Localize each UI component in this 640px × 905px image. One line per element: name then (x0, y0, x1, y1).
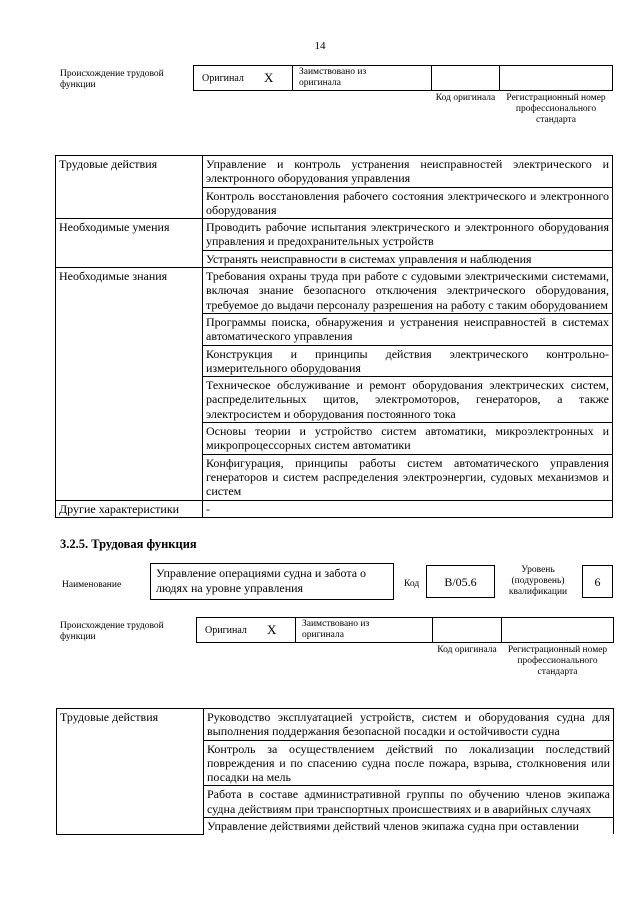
level-label: Уровень (подуровень) квалификации (508, 565, 568, 597)
knowledge-item: Основы теории и устройство систем автоматики, микроэлектронных и микропроцессорных систем автоматики (203, 423, 613, 455)
level-cell (582, 565, 613, 598)
page-number: 14 (314, 40, 326, 52)
action-item: Руководство эксплуатацией устройств, систем и оборудования судна для выполнения поддержания безопасной посадки и остойчивости судна (204, 709, 614, 741)
borrowed-label: Заимствовано из оригинала (299, 67, 367, 88)
action-item: Управление действиями действий членов экипажа судна при оставлении (204, 818, 614, 835)
name-cell (150, 563, 394, 600)
reg-number-cell (499, 65, 613, 91)
table-row (56, 268, 613, 314)
borrowed-cell (295, 617, 433, 643)
reg-number-caption: Регистрационный номер профессионального стандарта (507, 645, 608, 677)
other-label: Другие характеристики (56, 500, 203, 517)
labor-function-table-1 (55, 155, 613, 518)
reg-number-cell (501, 617, 614, 643)
reg-number-caption: Регистрационный номер профессионального стандарта (506, 93, 606, 125)
original-mark: X (264, 70, 274, 85)
origin-label: Происхождение трудовой функции (60, 69, 164, 90)
knowledge-item: Программы поиска, обнаружения и устранения неисправностей в системах автоматического управления (203, 313, 613, 345)
level-value: 6 (594, 575, 601, 589)
table-row (57, 709, 614, 741)
table-row (56, 219, 613, 251)
code-original-cell (432, 617, 502, 643)
actions-label: Трудовые действия (57, 709, 204, 835)
knowledge-label: Необходимые знания (56, 268, 203, 500)
knowledge-item: Требования охраны труда при работе с судовыми электрическими системами, включая знание безопасного отключения электрического оборудования, требуемое до выдачи персоналу разрешения на работу с таким оборудованием (203, 268, 613, 314)
actions-label: Трудовые действия (56, 156, 203, 219)
borrowed-label: Заимствовано из оригинала (302, 619, 370, 640)
code-original-cell (431, 65, 500, 91)
knowledge-item: Конфигурация, принципы работы систем автоматического управления генераторов и систем распределения электроэнергии, судовых механизмов и систем (203, 454, 613, 500)
action-item: Контроль за осуществлением действий по локализации последствий повреждения и по спасению судна после пожара, взрыва, столкновения или посадки на мель (204, 740, 614, 786)
table-row (56, 156, 613, 188)
action-item: Контроль восстановления рабочего состояния электрического и электронного оборудования (203, 187, 613, 219)
original-cell (193, 65, 293, 91)
name-value: Управление операциями судна и забота о людях на уровне управления (156, 566, 367, 595)
knowledge-item: Конструкция и принципы действия электрического контрольно-измерительного оборудования (203, 345, 613, 377)
code-original-caption: Код оригинала (435, 93, 496, 103)
skills-label: Необходимые умения (56, 219, 203, 268)
table-row (56, 500, 613, 517)
original-mark: X (267, 622, 277, 637)
action-item: Управление и контроль устранения неисправностей электрического и электронного оборудования управления (203, 156, 613, 188)
name-label: Наименование (62, 580, 122, 590)
other-value: - (203, 500, 613, 517)
skill-item: Проводить рабочие испытания электрического и электронного оборудования управления и предохранительных устройств (203, 219, 613, 251)
code-label: Код (404, 579, 420, 589)
skill-item: Устранять неисправности в системах управления и наблюдения (203, 250, 613, 267)
borrowed-cell (292, 65, 432, 91)
origin-label: Происхождение трудовой функции (60, 621, 164, 642)
section-heading: 3.2.5. Трудовая функция (60, 537, 197, 551)
knowledge-item: Техническое обслуживание и ремонт оборудования электрических систем, распределительных щитов, электромоторов, генераторов, а также электросистем и оборудования постоянного тока (203, 377, 613, 423)
labor-function-table-2 (56, 708, 614, 835)
code-cell (426, 565, 495, 598)
code-original-caption: Код оригинала (437, 645, 497, 655)
original-label: Оригинал (202, 73, 244, 84)
code-value: B/05.6 (444, 575, 477, 589)
original-label: Оригинал (205, 625, 247, 636)
action-item: Работа в составе административной группы по обучению членов экипажа судна действиям при транспортных происшествиях и в аварийных случаях (204, 786, 614, 818)
original-cell (196, 617, 296, 643)
